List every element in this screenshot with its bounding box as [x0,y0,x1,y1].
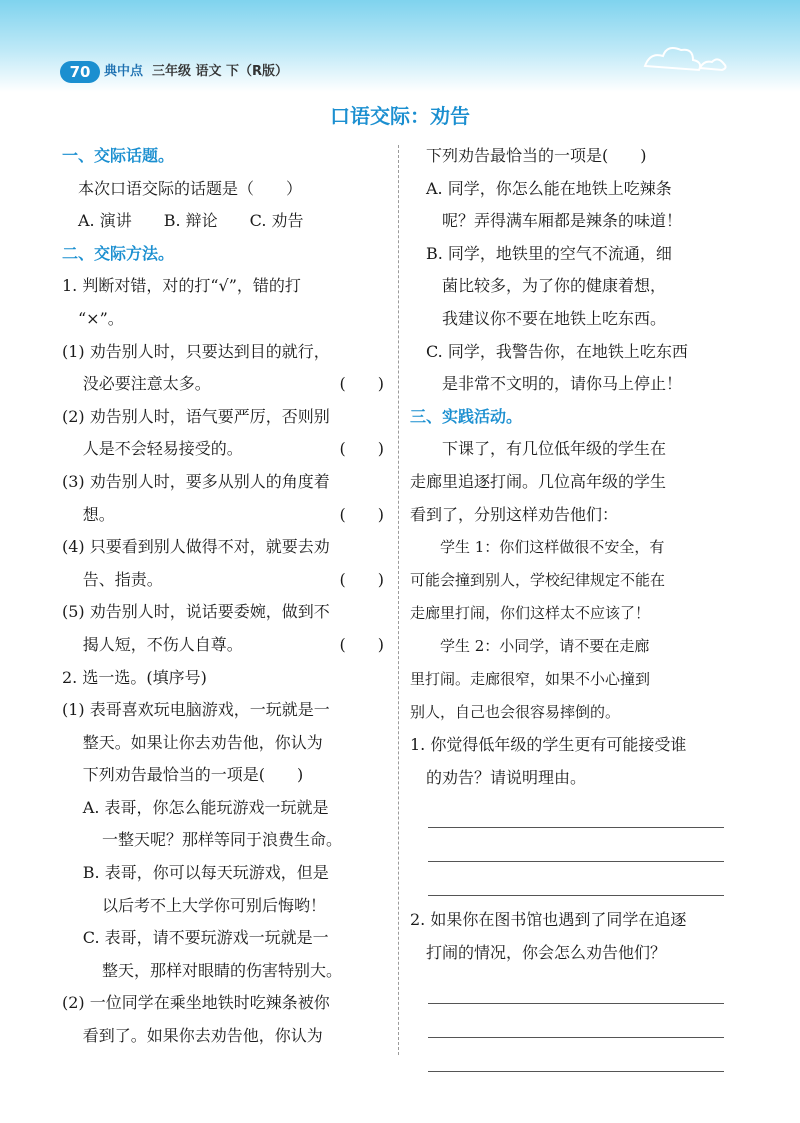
question-text: 1. 判断对错，对的打“√”，错的打 [62,276,301,296]
choice-option: A. 表哥，你怎么能玩游戏一玩就是 [82,797,329,817]
choice-question: 看到了。如果你去劝告他，你认为 [82,1026,323,1046]
cloud-decoration-icon [640,38,730,78]
choice-question: 整天。如果让你去劝告他，你认为 [82,732,323,752]
story-text: 下课了，有几位低年级的学生在 [442,439,667,459]
choice-option: 呢？弄得满车厢都是辣条的味道！ [442,211,683,231]
answer-line[interactable] [428,828,724,862]
choice-option: A. 同学，你怎么能在地铁上吃辣条 [426,178,672,198]
judge-item: (5) 劝告别人时，说话要委婉，做到不 [62,602,330,622]
choice-option: B. 同学，地铁里的空气不流通，细 [426,243,672,263]
lesson-title: 口语交际：劝告 [330,104,470,128]
right-column [410,140,738,1072]
practice-question: 1. 你觉得低年级的学生更有可能接受谁 [410,735,687,755]
question-text: 2. 选一选。(填序号) [62,667,207,687]
answer-line[interactable] [428,1004,724,1038]
choice-option: C. 表哥，请不要玩游戏一玩就是一 [82,928,329,948]
judge-item [62,433,390,466]
answer-bracket[interactable]: ( ) [339,504,384,524]
choice-option: C. 同学，我警告你，在地铁上吃东西 [426,341,688,361]
judge-item: (4) 只要看到别人做得不对，就要去劝 [62,537,330,557]
judge-item [62,499,390,532]
judge-text: 揭人短，不伤人自尊。 [82,634,243,654]
choice-question: (2) 一位同学在乘坐地铁时吃辣条被你 [62,993,330,1013]
answer-line[interactable] [428,1038,724,1072]
choice-question: (1) 表哥喜欢玩电脑游戏，一玩就是一 [62,700,330,720]
choice-option: 整天，那样对眼睛的伤害特别大。 [102,960,343,980]
student-quote: 走廊里打闹，你们这样太不应该了！ [410,604,651,623]
judge-item [62,564,390,597]
book-title: 三年级 语文 下（R版） [152,64,289,79]
judge-text: 想。 [82,504,115,524]
judge-text: 告、指责。 [82,569,163,589]
story-text: 走廊里追逐打闹。几位高年级的学生 [410,471,667,491]
practice-question: 打闹的情况，你会怎么劝告他们？ [426,942,667,962]
choice-option: 以后考不上大学你可别后悔哟！ [102,895,327,915]
answer-bracket[interactable]: ( ) [339,569,384,589]
answer-bracket[interactable]: ( ) [339,634,384,654]
answer-line[interactable] [428,862,724,896]
answer-bracket[interactable]: ( ) [339,374,384,394]
practice-question: 2. 如果你在图书馆也遇到了同学在追逐 [410,910,687,930]
student-quote: 学生 1：你们这样做很不安全，有 [440,538,665,557]
column-divider [398,145,399,1055]
answer-bracket[interactable]: ( ) [339,439,384,459]
choice-question: 下列劝告最恰当的一项是( ) [82,765,304,785]
answer-line[interactable] [428,794,724,828]
judge-item [62,629,390,662]
choice-option: 是非常不文明的，请你马上停止！ [442,374,683,394]
page-number: 70 [60,61,100,83]
student-quote: 别人，自己也会很容易摔倒的。 [410,703,621,722]
choice-option: 我建议你不要在地铁上吃东西。 [442,308,667,328]
section-heading: 三、实践活动。 [410,406,523,426]
student-quote: 里打闹。走廊很窄，如果不小心撞到 [410,670,651,689]
student-quote: 可能会撞到别人，学校纪律规定不能在 [410,571,666,590]
question-text: “×”。 [78,308,124,328]
answer-line[interactable] [428,970,724,1004]
choice-option: 菌比较多，为了你的健康着想， [442,276,667,296]
judge-text: 没必要注意太多。 [82,374,211,394]
options-line: A. 演讲 B. 辩论 C. 劝告 [78,211,304,231]
brand-logo: 典中点 [104,64,144,79]
judge-item [62,368,390,401]
choice-question: 下列劝告最恰当的一项是( ) [426,146,647,165]
section-heading: 一、交际话题。 [62,146,175,165]
story-text: 看到了，分别这样劝告他们： [410,504,619,524]
judge-item: (2) 劝告别人时，语气要严厉，否则别 [62,406,330,426]
question-text: 本次口语交际的话题是（ ） [78,178,303,198]
judge-item: (3) 劝告别人时，要多从别人的角度着 [62,471,330,491]
section-heading: 二、交际方法。 [62,243,175,263]
practice-question: 的劝告？请说明理由。 [426,767,587,787]
judge-text: 人是不会轻易接受的。 [82,439,243,459]
choice-option: B. 表哥，你可以每天玩游戏，但是 [82,863,329,883]
student-quote: 学生 2：小同学，请不要在走廊 [440,637,650,656]
left-column [62,140,390,1053]
choice-option: 一整天呢？那样等同于浪费生命。 [102,830,343,850]
judge-item: (1) 劝告别人时，只要达到目的就行， [62,341,330,361]
